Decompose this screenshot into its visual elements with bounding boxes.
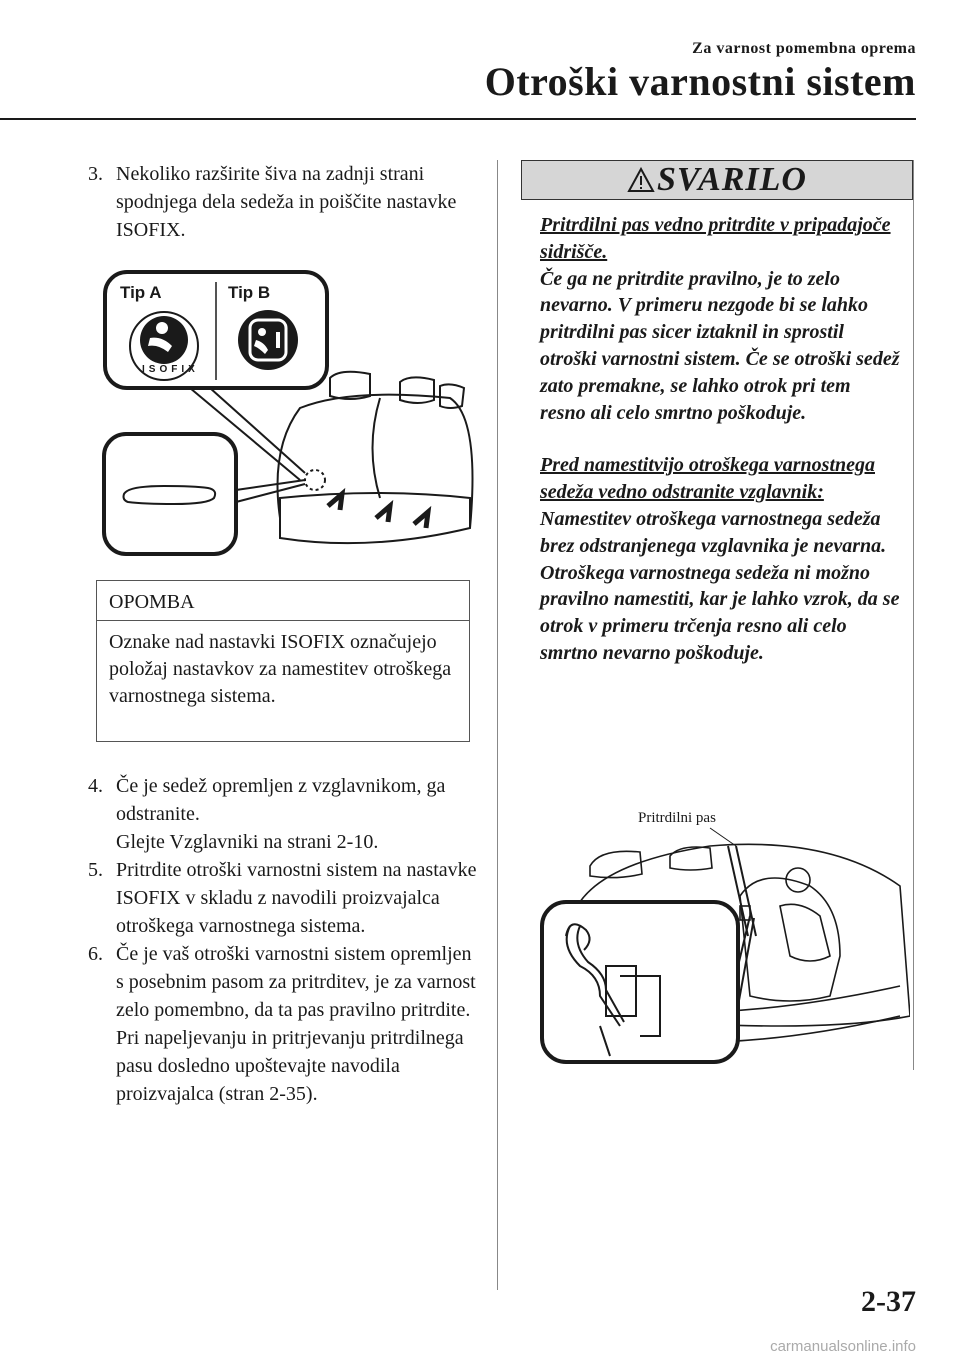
warning-right-rule [913,160,914,1070]
column-divider [497,160,498,1290]
step-3 [88,160,478,244]
step-number: 4. [88,775,103,797]
page-number: 2-37 [861,1285,916,1318]
section-header: Za varnost pomembna oprema [692,40,916,57]
warning-title: SVARILO [657,161,807,198]
strap-label: Pritrdilni pas [638,810,716,826]
step-number: 3. [88,163,103,185]
rear-seat-drawing [278,372,473,543]
isofix-a-icon [130,312,199,380]
step-text: Nekoliko razširite šiva na zadnji strani spodnjega dela sedeža in poiščite nastavke ISOFIX. [116,163,457,241]
step-number: 6. [88,943,103,965]
warning-banner [521,160,913,200]
tip-a-label: Tip A [120,283,162,302]
step-text: Če je vaš otroški varnostni sistem opremljen s posebnim pasom za pritrditev, je za varnost zelo pomembno, da ta pas pravilno pritrdite. Pri napeljevanju in pritrjevanju pritrdilnega pasu dosledno upoštevajte navodila proizvajalca (stran 2-35). [116,943,476,1105]
warning-text [540,212,900,667]
tether-strap-figure [540,806,910,1068]
watermark: carmanualsonline.info [770,1338,916,1355]
isofix-anchor-bar [124,486,216,504]
step-4 [88,772,478,856]
steps-group-b [88,772,478,1108]
warning-triangle-icon [627,167,655,193]
isofix-b-icon [238,310,298,370]
note-body: Oznake nad nastavki ISOFIX označujejo položaj nastavkov za namestitev otroškega varnostnega sistema. [109,631,452,707]
step-text: Pritrdite otroški varnostni sistem na nastavke ISOFIX v skladu z navodili proizvajalca otroškega varnostnega sistema. [116,859,477,937]
header-rule [0,118,916,120]
step-6 [88,940,478,1108]
steps-group-a [88,160,478,244]
step-5 [88,856,478,940]
isofix-logo-text: ISOFIX [142,364,199,375]
note-title: OPOMBA [97,581,469,621]
step-reference: Glejte Vzglavniki na strani 2-10. [116,831,379,853]
page-title: Otroški varnostni sistem [484,59,916,104]
tip-b-label: Tip B [228,283,271,302]
step-text: Če je sedež opremljen z vzglavnikom, ga odstranite. [116,775,446,825]
warning-heading-1: Pritrdilni pas vedno pritrdite v pripadajoče sidrišče. [540,214,891,263]
step-number: 5. [88,859,103,881]
warning-body-1: Če ga ne pritrdite pravilno, je to zelo nevarno. V primeru nezgode bi se lahko pritrdilni pas sicer iztaknil in sprostil otroški varnostni sistem. Če se otroški sedež zato premakne, se lahko otrok pri tem resno ali celo smrtno poškoduje. [540,267,900,424]
note-box [96,580,470,742]
warning-body-2: Namestitev otroškega varnostnega sedeža brez odstranjenega vzglavnika je nevarna. Otroškega varnostnega sedeža ni možno pravilno namestiti, kar je lahko vzrok, da se otrok v primeru trčenja resno ali celo smrtno nevarno poškoduje. [540,507,900,664]
isofix-seat-figure [100,268,480,558]
warning-heading-2: Pred namestitvijo otroškega varnostnega sedeža vedno odstranite vzglavnik: [540,454,875,504]
isofix-anchor-marks [328,494,428,528]
